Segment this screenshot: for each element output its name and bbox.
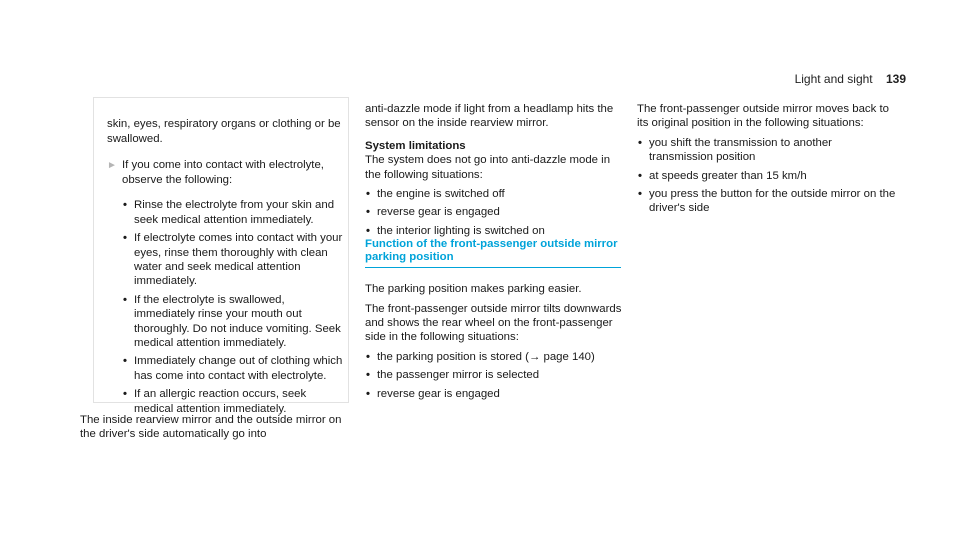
list-item: • at speeds greater than 15 km/h xyxy=(638,169,807,182)
bullet-icon: • xyxy=(638,188,642,201)
bullet-icon: • xyxy=(123,199,127,212)
warning-bullet-list xyxy=(122,198,343,416)
bullet-icon: • xyxy=(638,169,642,182)
list-item: • you shift the transmission to another transmission position xyxy=(638,136,832,164)
mirror-return-text: The front-passenger outside mirror moves back to its original position in the following situations: xyxy=(637,103,889,130)
anti-dazzle-continued: anti-dazzle mode if light from a headlamp hits the sensor on the inside rearview mirror. xyxy=(365,103,614,130)
parking-position-list xyxy=(365,350,627,401)
section-title: Light and sight xyxy=(794,72,873,86)
parking-position-situations: The front-passenger outside mirror tilts downwards and shows the rear wheel on the front-passenger side in the following situations: xyxy=(365,302,622,344)
list-item: • If electrolyte comes into contact with your eyes, rinse them thoroughly with clean water and seek medical attention immediately. xyxy=(123,232,343,288)
system-limitations-heading: System limitations xyxy=(365,139,466,152)
bullet-icon: • xyxy=(366,206,370,219)
list-item: • the interior lighting is switched on xyxy=(366,224,545,237)
bullet-icon: • xyxy=(366,387,370,400)
bullet-icon: • xyxy=(638,136,642,149)
parking-position-text: The parking position makes parking easier. xyxy=(365,283,582,296)
warning-step-text: If you come into contact with electrolyte, observe the following: xyxy=(122,159,324,186)
list-item: • you press the button for the outside mirror on the driver's side xyxy=(638,188,896,215)
mirror-return-list xyxy=(637,136,899,216)
list-item: • Rinse the electrolyte from your skin and seek medical attention immediately. xyxy=(123,199,335,226)
system-limitations-text: The system does not go into anti-dazzle mode in the following situations: xyxy=(365,154,611,181)
list-item: • the passenger mirror is selected xyxy=(366,369,540,382)
list-item: • the engine is switched off xyxy=(366,188,505,201)
list-item: • Immediately change out of clothing which has come into contact with electrolyte. xyxy=(123,355,343,382)
bullet-icon: • xyxy=(123,355,127,368)
list-item: • If an allergic reaction occurs, seek medical attention immediately. xyxy=(123,388,307,415)
column-2 xyxy=(365,102,627,401)
page-number: 139 xyxy=(885,72,906,86)
anti-dazzle-intro: The inside rearview mirror and the outside mirror on the driver's side automatically go into xyxy=(80,414,342,441)
column-1-text xyxy=(80,413,348,442)
system-limitations-list xyxy=(365,187,627,238)
list-item: • reverse gear is engaged xyxy=(366,387,500,400)
page-header xyxy=(795,72,906,86)
step-arrow-icon: ► xyxy=(107,160,117,172)
warning-lead: skin, eyes, respiratory organs or clothing or be swallowed. xyxy=(107,118,341,145)
list-item: • reverse gear is engaged xyxy=(366,206,500,219)
bullet-icon: • xyxy=(366,369,370,382)
list-item: • If the electrolyte is swallowed, immediately rinse your mouth out thoroughly. Do not induce vomiting. Seek medical attention immediately. xyxy=(123,293,341,350)
warning-step xyxy=(107,158,343,416)
column-3 xyxy=(637,102,899,216)
bullet-icon: • xyxy=(123,293,127,306)
list-item: • the parking position is stored (→ page 140) xyxy=(366,350,595,363)
bullet-icon: • xyxy=(366,188,370,201)
section-heading: Function of the front-passenger outside mirror parking position xyxy=(365,238,621,268)
bullet-icon: • xyxy=(366,350,370,363)
warning-box xyxy=(93,97,349,415)
bullet-icon: • xyxy=(123,388,127,401)
bullet-icon: • xyxy=(123,232,127,245)
bullet-icon: • xyxy=(366,224,370,237)
